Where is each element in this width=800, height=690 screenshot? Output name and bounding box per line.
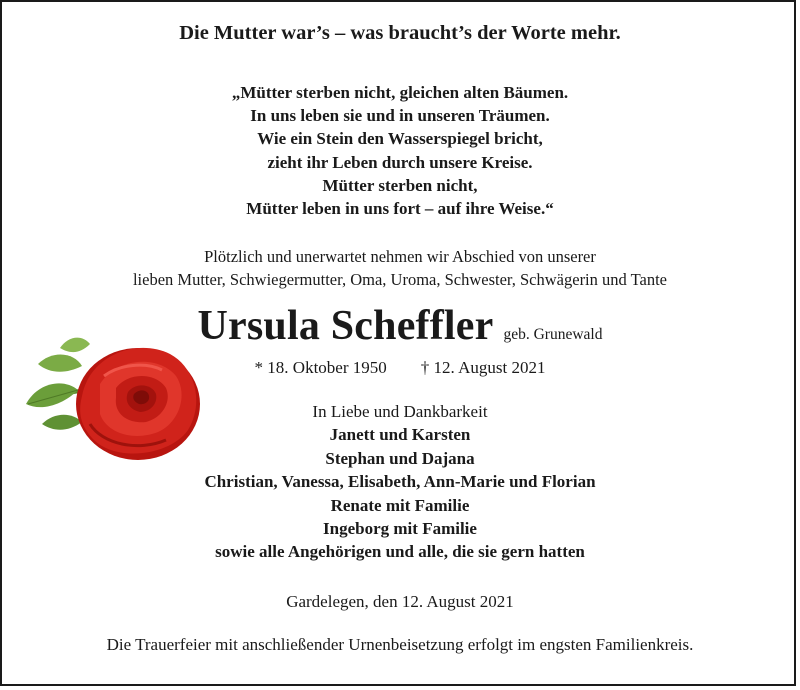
family-line: Ingeborg mit Familie	[323, 519, 477, 539]
maiden-name: geb. Grunewald	[503, 326, 603, 343]
poem-line: Mütter sterben nicht,	[322, 175, 478, 195]
motto-heading: Die Mutter war’s – was braucht’s der Worte mehr.	[179, 22, 621, 44]
family-line: Stephan und Dajana	[325, 448, 475, 468]
family-line: Janett und Karsten	[329, 425, 471, 445]
intro-line: lieben Mutter, Schwiegermutter, Oma, Uroma, Schwester, Schwägerin und Tante	[132, 270, 668, 289]
poem-line: zieht ihr Leben durch unsere Kreise.	[267, 152, 533, 172]
family-line: Renate mit Familie	[330, 495, 470, 515]
poem-line: Mütter leben in uns fort – auf ihre Weise.“	[246, 199, 554, 219]
family-signatures	[2, 400, 798, 564]
farewell-intro	[2, 245, 798, 291]
deceased-name-row	[2, 302, 798, 352]
death-date: † 12. August 2021	[420, 358, 546, 377]
intro-line: Plötzlich und unerwartet nehmen wir Abschied von unserer	[204, 247, 596, 266]
poem-line: Wie ein Stein den Wasserspiegel bricht,	[257, 129, 543, 149]
poem-line: In uns leben sie und in unseren Träumen.	[250, 106, 550, 126]
family-line: sowie alle Angehörigen und alle, die sie gern hatten	[215, 542, 585, 562]
poem	[2, 81, 798, 220]
deceased-name: Ursula Scheffler	[197, 303, 494, 349]
place-date: Gardelegen, den 12. August 2021	[286, 592, 514, 611]
family-line: Christian, Vanessa, Elisabeth, Ann-Marie und Florian	[204, 472, 596, 492]
ceremony-note: Die Trauerfeier mit anschließender Urnenbeisetzung erfolgt im engsten Familienkreis.	[106, 635, 694, 654]
family-intro: In Liebe und Dankbarkeit	[312, 402, 488, 421]
life-dates	[2, 358, 798, 378]
birth-date: * 18. Oktober 1950	[254, 358, 387, 377]
poem-line: „Mütter sterben nicht, gleichen alten Bäumen.	[231, 83, 569, 102]
